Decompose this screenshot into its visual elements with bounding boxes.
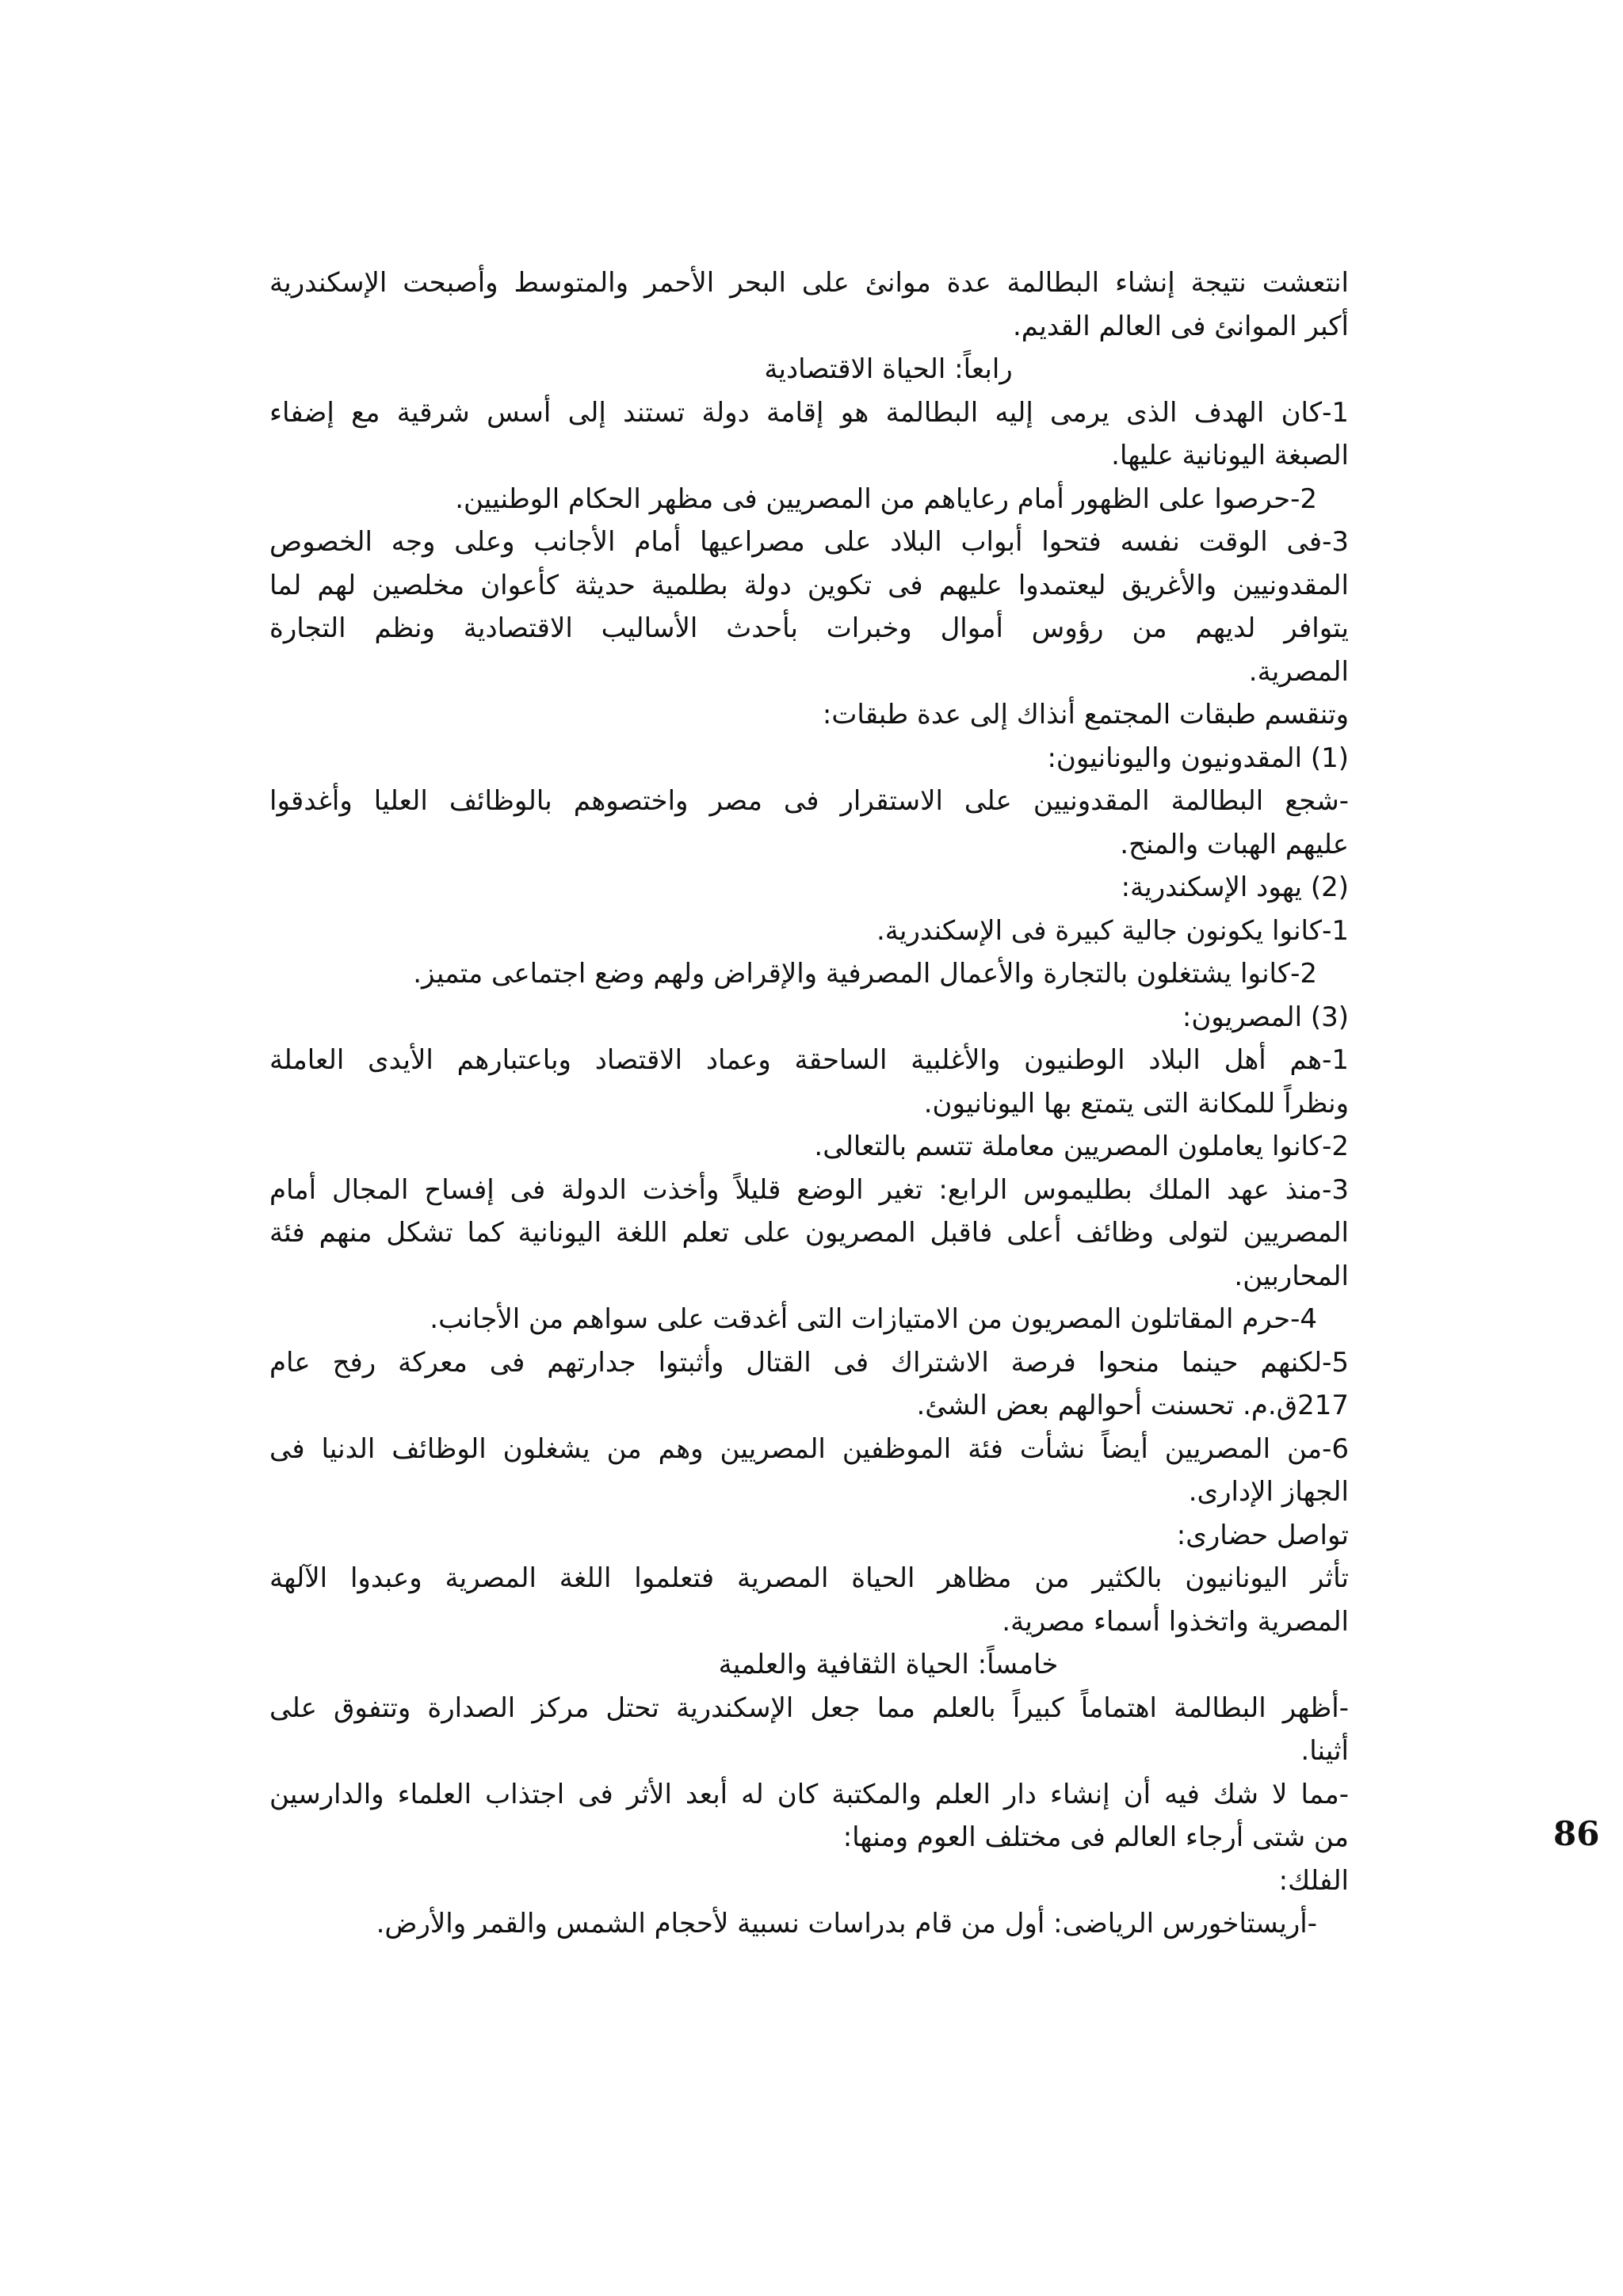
- subheading: (1) المقدونيون واليونانيون:: [1047, 742, 1349, 774]
- text-line: 2-كانوا يعاملون المصريين معاملة تتسم بالتعالى.: [814, 1131, 1349, 1162]
- text-line: المصرية واتخذوا أسماء مصرية.: [1002, 1605, 1349, 1638]
- page-number: 86: [1553, 1814, 1600, 1853]
- text-line: -أريستاخورس الرياضى: أول من قام بدراسات نسبية لأحجام الشمس والقمر والأرض.: [376, 1908, 1317, 1939]
- text-line: عليهم الهبات والمنح.: [1120, 828, 1349, 860]
- text-line: 2-كانوا يشتغلون بالتجارة والأعمال المصرفية والإقراض ولهم وضع اجتماعى متميز.: [413, 958, 1317, 990]
- text-line: وتنقسم طبقات المجتمع أنذاك إلى عدة طبقات:: [822, 699, 1349, 730]
- text-line: أثينا.: [1300, 1735, 1349, 1767]
- text-line: 1-كان الهدف الذى يرمى إليه البطالمة هو إقامة دولة تستند إلى أسس شرقية مع إضفاء: [269, 396, 1349, 429]
- subheading: (3) المصريون:: [1182, 1001, 1349, 1033]
- text-line: 3-منذ عهد الملك بطليموس الرابع: تغير الوضع قليلاً وأخذت الدولة فى إفساح المجال أمام: [269, 1173, 1349, 1206]
- text-line: 2-حرصوا على الظهور أمام رعاياهم من المصريين فى مظهر الحكام الوطنيين.: [455, 482, 1317, 515]
- text-line: -شجع البطالمة المقدونيين على الاستقرار فى مصر واختصوهم بالوظائف العليا وأغدقوا: [269, 785, 1349, 817]
- text-line: أكبر الموانئ فى العالم القديم.: [1012, 310, 1349, 342]
- text-line: تأثر اليونانيون بالكثير من مظاهر الحياة المصرية فتعلموا اللغة المصرية وعبدوا الآلهة: [269, 1562, 1349, 1594]
- section-heading: خامساً: الحياة الثقافية والعلمية: [718, 1649, 1059, 1680]
- text-line: 1-هم أهل البلاد الوطنيون والأغلبية الساحقة وعماد الاقتصاد وباعتبارهم الأيدى العاملة: [269, 1044, 1349, 1076]
- text-line: من شتى أرجاء العالم فى مختلف العوم ومنها:: [842, 1821, 1349, 1853]
- text-line: الصبغة اليونانية عليها.: [1111, 440, 1349, 471]
- text-line: 4-حرم المقاتلون المصريون من الامتيازات التى أغدقت على سواهم من الأجانب.: [430, 1303, 1317, 1335]
- text-line: 217ق.م. تحسنت أحوالهم بعض الشئ.: [916, 1390, 1349, 1421]
- text-line: الجهاز الإدارى.: [1188, 1476, 1349, 1508]
- text-line: المحاربين.: [1234, 1260, 1349, 1292]
- text-line: ونظراً للمكانة التى يتمتع بها اليونانيون.: [923, 1087, 1349, 1119]
- text-line: انتعشت نتيجة إنشاء البطالمة عدة موانئ على البحر الأحمر والمتوسط وأصبحت الإسكندرية: [269, 267, 1349, 299]
- subheading: (2) يهود الإسكندرية:: [1121, 871, 1349, 903]
- subheading: الفلك:: [1278, 1864, 1349, 1897]
- text-line: -مما لا شك فيه أن إنشاء دار العلم والمكتبة كان له أبعد الأثر فى اجتذاب العلماء والدارسين: [269, 1778, 1349, 1810]
- text-line: 6-من المصريين أيضاً نشأت فئة الموظفين المصريين وهم من يشغلون الوظائف الدنيا فى: [269, 1432, 1349, 1465]
- text-line: يتوافر لديهم من رؤوس أموال وخبرات بأحدث الأساليب الاقتصادية ونظم التجارة: [269, 612, 1349, 644]
- page-body-text: [269, 261, 1349, 1946]
- text-line: المقدونيين والأغريق ليعتمدوا عليهم فى تكوين دولة بطلمية حديثة كأعوان مخلصين لهم لما: [269, 569, 1349, 601]
- text-line: -أظهر البطالمة اهتماماً كبيراً بالعلم مما جعل الإسكندرية تحتل مركز الصدارة وتتفوق على: [269, 1691, 1349, 1724]
- section-heading: رابعاً: الحياة الاقتصادية: [764, 353, 1013, 385]
- text-line: المصرية.: [1248, 655, 1349, 688]
- text-line: المصريين لتولى وظائف أعلى فاقبل المصريون على تعلم اللغة اليونانية كما تشكل منهم فئة: [269, 1217, 1349, 1249]
- text-line: 3-فى الوقت نفسه فتحوا أبواب البلاد على مصراعيها أمام الأجانب وعلى وجه الخصوص: [269, 526, 1349, 558]
- subheading: تواصل حضارى:: [1176, 1519, 1349, 1551]
- text-line: 5-لكنهم حينما منحوا فرصة الاشتراك فى القتال وأثبتوا جدارتهم فى معركة رفح عام: [269, 1346, 1349, 1379]
- text-line: 1-كانوا يكونون جالية كبيرة فى الإسكندرية.: [876, 914, 1349, 947]
